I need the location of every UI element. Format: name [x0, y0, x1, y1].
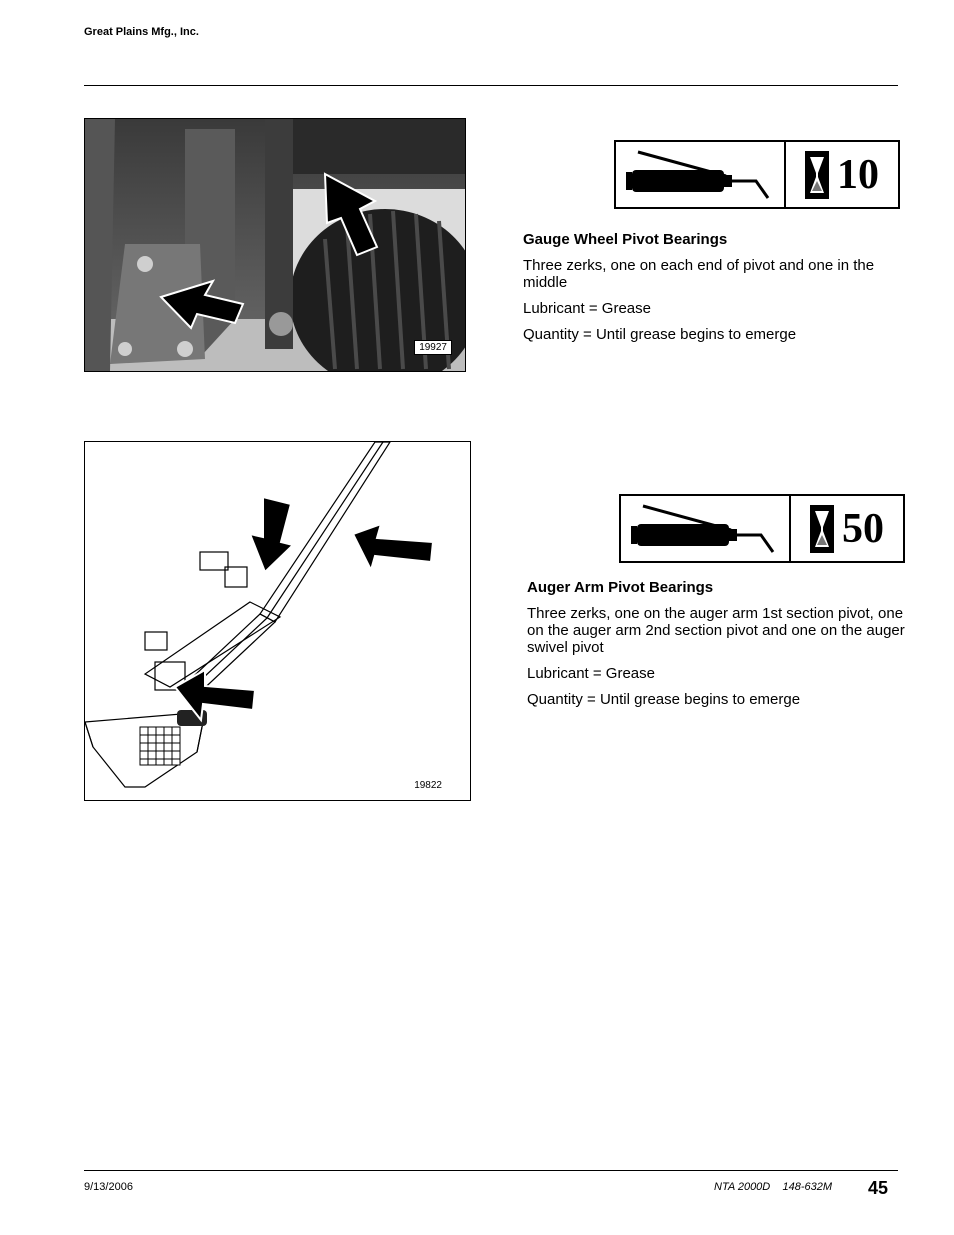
interval-cell: [791, 496, 903, 561]
hourglass-icon: [810, 505, 834, 553]
gauge-wheel-photo: [84, 118, 466, 372]
footer-rule: [84, 1170, 898, 1171]
lube-lubricant: Lubricant = Grease: [523, 300, 651, 317]
company-name: Great Plains Mfg., Inc.: [84, 26, 199, 38]
lube-section-title: Gauge Wheel Pivot Bearings: [523, 231, 728, 248]
auger-arm-illustration: [85, 442, 470, 800]
lube-lubricant: Lubricant = Grease: [527, 665, 655, 682]
footer-date: 9/13/2006: [84, 1181, 133, 1193]
lube-section-title: Auger Arm Pivot Bearings: [527, 579, 714, 596]
lube-section: [527, 579, 912, 717]
grease-gun-cell: [621, 496, 791, 561]
lube-interval-box: [614, 140, 900, 209]
lube-interval-box: [619, 494, 905, 563]
grease-gun-icon: [616, 142, 782, 207]
lube-section: [523, 231, 908, 352]
lube-description: Three zerks, one on the auger arm 1st section pivot, one on the auger arm 2nd section pivot and one on the auger swivel pivot: [527, 605, 905, 656]
interval-cell: [786, 142, 898, 207]
page-number: 45: [868, 1178, 889, 1198]
lube-interval-hours: 50: [842, 505, 884, 552]
lube-quantity: Quantity = Until grease begins to emerge: [527, 691, 801, 708]
footer-document-id: NTA 2000D 148-632M: [714, 1181, 833, 1193]
header-rule: [84, 85, 898, 86]
hourglass-icon: [805, 151, 829, 199]
auger-arm-drawing: [84, 441, 471, 801]
lube-quantity: Quantity = Until grease begins to emerge: [523, 326, 797, 343]
grease-gun-icon: [621, 496, 787, 561]
lube-interval-hours: 10: [837, 151, 879, 198]
figure-label: 19927: [414, 340, 452, 355]
gauge-wheel-photo-illustration: [85, 119, 465, 371]
figure-label: 19822: [410, 779, 446, 792]
lube-description: Three zerks, one on each end of pivot and one in the middle: [523, 257, 875, 291]
grease-gun-cell: [616, 142, 786, 207]
